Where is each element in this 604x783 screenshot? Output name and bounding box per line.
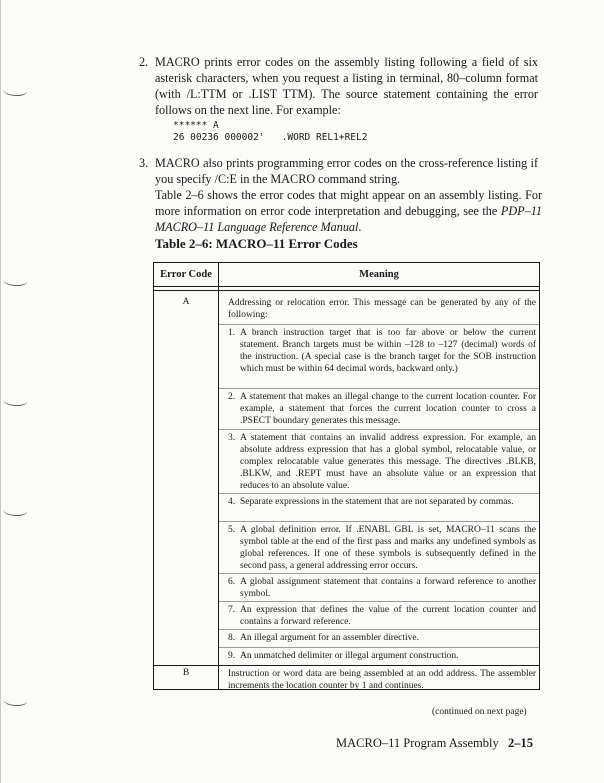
table-list-item bbox=[228, 432, 536, 492]
item-number: 5. bbox=[228, 525, 236, 535]
item-number: 8. bbox=[228, 633, 236, 643]
column-header-meaning: Meaning bbox=[359, 269, 399, 280]
item-text: An expression that defines the value of the current location counter and contains a forward reference. bbox=[240, 605, 536, 627]
table-list-item bbox=[228, 524, 536, 572]
margin-mark bbox=[3, 395, 27, 406]
list-text: MACRO also prints programming error codes on the cross-reference listing if you specify /C:E in the MACRO command string. bbox=[155, 156, 538, 186]
item-separator bbox=[219, 493, 539, 494]
item-text: An unmatched delimiter or illegal argument construction. bbox=[240, 651, 459, 661]
item-text: A statement that contains an invalid address expression. For example, an absolute address expression that has a global symbol, relocatable value, or complex relocatable value generates this message. The directives .BLKB, .BLKW, and .REPT must have an absolute value or an expression that reduces to an absolute value. bbox=[240, 433, 536, 491]
page-spine bbox=[0, 0, 1, 783]
table-list-item bbox=[228, 632, 536, 644]
footer-title: MACRO–11 Program Assembly bbox=[336, 736, 499, 750]
manual-title: PDP–11 MACRO–11 Language Reference Manual bbox=[155, 204, 542, 234]
table-title: Table 2–6: MACRO–11 Error Codes bbox=[155, 236, 358, 251]
example-error-line: ****** A bbox=[173, 120, 219, 131]
margin-mark bbox=[3, 85, 27, 96]
item-number: 7. bbox=[228, 605, 236, 615]
item-separator bbox=[219, 629, 539, 630]
item-separator bbox=[219, 573, 539, 574]
error-code: B bbox=[182, 668, 190, 678]
item-number: 2. bbox=[228, 392, 236, 402]
table-list-item bbox=[228, 576, 536, 600]
item-separator bbox=[219, 647, 539, 648]
table-list-item bbox=[228, 650, 536, 662]
item-separator bbox=[219, 324, 539, 325]
table-list-item bbox=[228, 391, 536, 427]
item-separator bbox=[219, 521, 539, 522]
list-number: 3. bbox=[139, 156, 149, 170]
item-text: Separate expressions in the statement that are not separated by commas. bbox=[240, 497, 514, 507]
table-list-item bbox=[228, 604, 536, 628]
item-separator bbox=[219, 429, 539, 430]
table-list-item bbox=[228, 496, 536, 508]
item-text: A statement that makes an illegal change to the current location counter. For example, a statement that forces the current location counter to cross a .PSECT boundary generates this message. bbox=[240, 392, 536, 426]
intro-end: . bbox=[358, 220, 362, 234]
intro-paragraph bbox=[155, 187, 542, 235]
error-code: A bbox=[182, 297, 190, 307]
intro-text: Table 2–6 shows the error codes that might appear on an assembly listing. For more information on error code interpretation and debugging, see the bbox=[155, 188, 542, 218]
error-meaning: Instruction or word data are being assembled at an odd address. The assembler increments the location counter by 1 and continues. bbox=[228, 669, 536, 691]
error-meaning: Addressing or relocation error. This message can be generated by any of the following: bbox=[228, 298, 536, 320]
list-number: 2. bbox=[139, 55, 149, 69]
item-number: 1. bbox=[228, 328, 236, 338]
row-separator bbox=[154, 665, 539, 666]
item-text: A global assignment statement that contains a forward reference to another symbol. bbox=[240, 577, 536, 599]
item-text: A global definition error. If .ENABL GBL is set, MACRO–11 scans the symbol table at the end of the first pass and marks any undefined symbols as global references. If one of these symbols is subsequently defined in the second pass, a general addressing error occurs. bbox=[240, 525, 536, 571]
page-number: 2–15 bbox=[508, 736, 533, 750]
list-text: MACRO prints error codes on the assembly listing following a field of six asterisk characters, when you request a listing in terminal, 80–column format (with /L:TTM or .LIST TTM). The source statement containing the error follows on the next line. For example: bbox=[155, 55, 538, 117]
header-rule bbox=[154, 290, 539, 291]
item-separator bbox=[219, 601, 539, 602]
item-number: 6. bbox=[228, 577, 236, 587]
list-item-3 bbox=[139, 155, 538, 187]
margin-mark bbox=[3, 505, 27, 516]
example-source-line: 26 00236 000002' .WORD REL1+REL2 bbox=[173, 132, 368, 143]
item-text: An illegal argument for an assembler directive. bbox=[240, 633, 419, 643]
continued-note: (continued on next page) bbox=[432, 707, 527, 717]
margin-mark bbox=[3, 275, 27, 286]
item-number: 3. bbox=[228, 433, 236, 443]
item-number: 4. bbox=[228, 497, 236, 507]
table-list-item bbox=[228, 327, 536, 375]
item-separator bbox=[219, 388, 539, 389]
margin-mark bbox=[3, 695, 27, 706]
list-item-2 bbox=[139, 54, 538, 118]
item-text: A branch instruction target that is too far above or below the current statement. Branch targets must be within –128 to –127 (decimal) words of the instruction. (A special case is the branch target for the SOB instruction which must be within 64 decimal words, backward only.) bbox=[240, 328, 536, 374]
item-number: 9. bbox=[228, 651, 236, 661]
error-code-table bbox=[153, 262, 540, 690]
column-divider bbox=[218, 263, 219, 689]
column-header-error-code: Error Code bbox=[160, 269, 212, 280]
